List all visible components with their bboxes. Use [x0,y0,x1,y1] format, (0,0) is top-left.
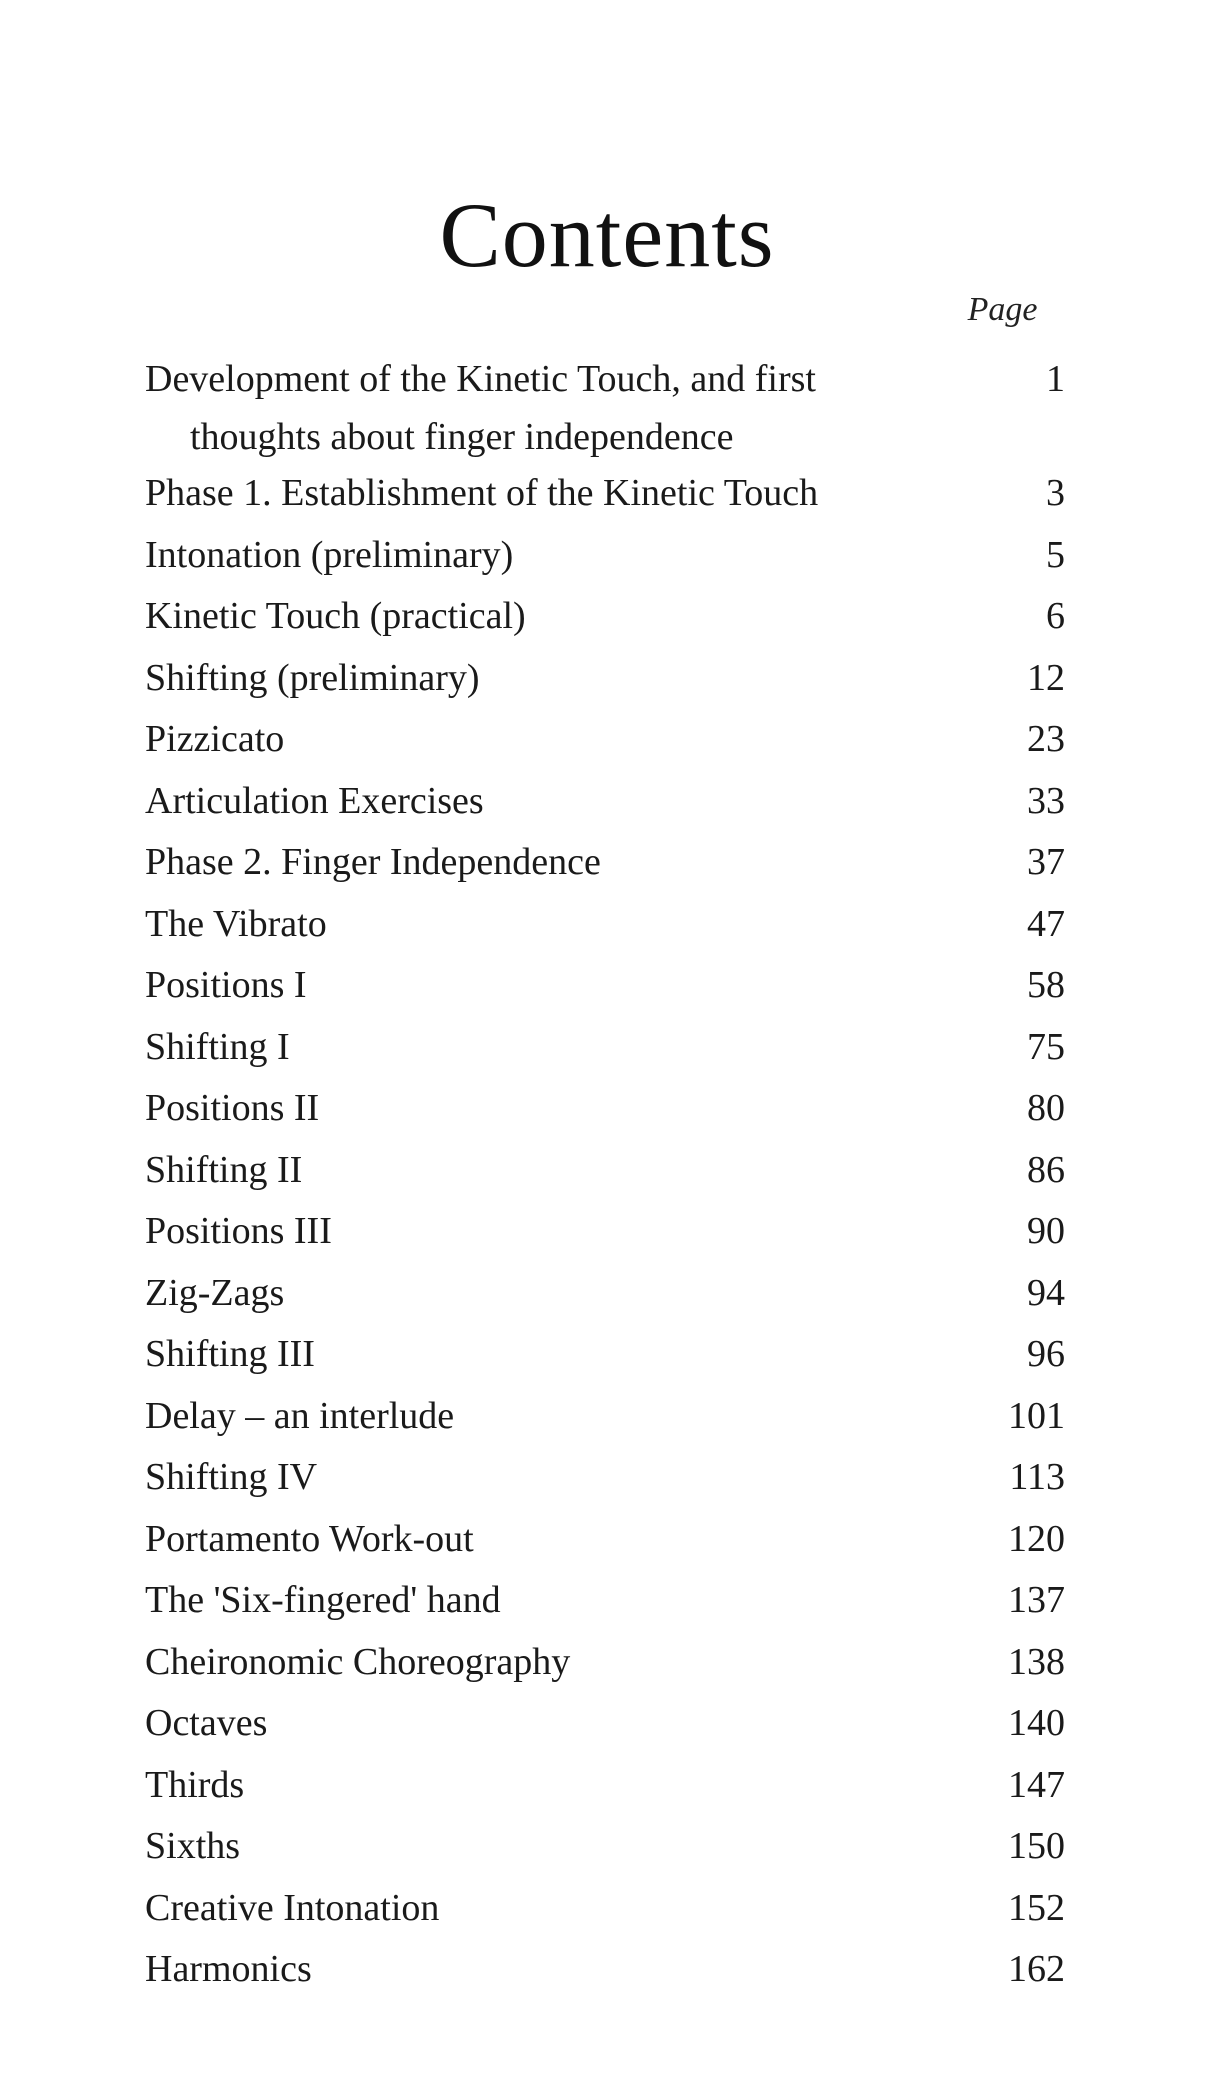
toc-entry [145,649,1065,711]
toc-entry-title: Kinetic Touch (practical) [145,595,526,637]
toc-entry-page: 137 [1008,1579,1065,1621]
toc-entry-title: Shifting I [145,1025,290,1068]
toc-entry-title: Positions I [145,964,307,1006]
toc-entry-title: The 'Six-fingered' hand [145,1579,501,1621]
toc-entry [145,1141,1065,1203]
toc-entry-page: 86 [1027,1148,1065,1191]
toc-entry-page: 96 [1027,1333,1065,1375]
toc-entry [145,1325,1065,1387]
toc-entry-title: Shifting (preliminary) [145,656,480,699]
toc-entry-page: 162 [1008,1948,1065,1990]
toc-entry-title: Phase 1. Establishment of the Kinetic Touch [145,472,819,514]
toc-entry [145,1079,1065,1141]
toc-entry-title: Zig-Zags [145,1271,285,1314]
toc-entry-page: 58 [1027,964,1065,1006]
toc-entry-page: 113 [1009,1456,1065,1498]
toc-entry-page: 90 [1027,1210,1065,1252]
toc-entry-page: 6 [1046,595,1065,637]
toc-entry-title: Positions III [145,1210,332,1252]
toc-entry-title: Harmonics [145,1948,312,1990]
toc-entry-title: Development of the Kinetic Touch, and first thoughts about finger independence [145,358,816,458]
toc-entry-page: 37 [1027,841,1065,883]
toc-entry [145,1387,1065,1449]
toc-entry-title: Thirds [145,1763,245,1806]
toc-entry-title: Shifting IV [145,1456,318,1498]
toc-entry-title: Shifting II [145,1148,303,1191]
toc-entry [145,1633,1065,1695]
toc-entry-title: Shifting III [145,1333,315,1375]
toc-entry [145,1202,1065,1264]
toc-entry [145,1018,1065,1080]
toc-entry [145,464,1065,526]
toc-entry-page: 1 [1046,358,1065,400]
toc-entry [145,772,1065,834]
toc-entry-title: Cheironomic Choreography [145,1640,571,1683]
toc-entry-page: 12 [1027,656,1065,699]
toc-entry-title: Pizzicato [145,718,285,760]
toc-entry-title: Intonation (preliminary) [145,533,514,576]
toc-entry-page: 140 [1008,1702,1065,1744]
toc-entry-page: 120 [1008,1517,1065,1560]
toc-entry-page: 138 [1008,1640,1065,1683]
toc-entry-title: Portamento Work-out [145,1517,474,1560]
toc-entry [145,956,1065,1018]
toc-entry [145,710,1065,772]
toc-entry [145,1817,1065,1879]
toc-entry-title: Creative Intonation [145,1886,440,1929]
toc-entry-title: Octaves [145,1702,268,1744]
page-column-header: Page [967,291,1038,328]
toc-entry [145,1940,1065,2002]
toc-entry-page: 47 [1027,902,1065,945]
toc-entry [145,350,1065,464]
toc-entry [145,1264,1065,1326]
toc-entry [145,1756,1065,1818]
toc-entry-page: 3 [1046,472,1065,514]
toc-entry-page: 94 [1027,1271,1065,1314]
toc-entry [145,1510,1065,1572]
toc-entry [145,1571,1065,1633]
toc-entry-page: 33 [1027,779,1065,822]
page-title: Contents [439,183,775,286]
toc-entry-title: Sixths [145,1825,241,1867]
toc-entry-title: Articulation Exercises [145,779,484,822]
toc-entry [145,1879,1065,1941]
toc-entry-page: 80 [1027,1087,1065,1129]
toc-entry-page: 152 [1008,1886,1065,1929]
toc-entry [145,895,1065,957]
toc-entry-page: 101 [1008,1394,1065,1437]
toc-entry [145,526,1065,588]
toc-entry-page: 150 [1008,1825,1065,1867]
toc-entry-page: 75 [1027,1025,1065,1068]
toc-entry [145,587,1065,649]
toc-entry-title: Delay – an interlude [145,1394,455,1437]
table-of-contents [145,350,1065,2002]
toc-entry [145,1694,1065,1756]
toc-entry [145,1448,1065,1510]
toc-entry [145,833,1065,895]
toc-entry-page: 147 [1008,1763,1065,1806]
toc-entry-title: Positions II [145,1087,320,1129]
toc-entry-page: 5 [1046,533,1065,576]
toc-entry-title: The Vibrato [145,902,327,945]
toc-entry-page: 23 [1027,718,1065,760]
toc-entry-title: Phase 2. Finger Independence [145,841,601,883]
